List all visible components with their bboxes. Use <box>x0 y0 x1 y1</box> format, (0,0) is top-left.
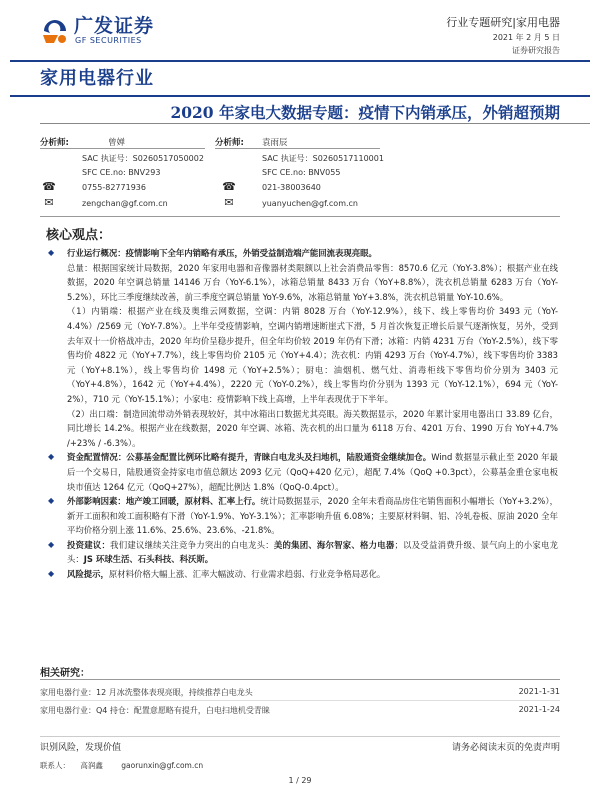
related-item-date: 2021-1-31 <box>518 687 560 696</box>
bullet-investment-advice: ◆ 投资建议：我们建议继续关注竞争力突出的白电龙头：美的集团、海尔智家、格力电器；以及受益消费升级、景气向上的小家电龙头：JS 环球生活、石头科技、科沃斯。 <box>48 539 559 565</box>
analyst-sac: SAC 执证号：S0260517110001 <box>262 154 384 163</box>
analyst-divider <box>215 148 380 149</box>
footer-divider <box>40 736 560 737</box>
contact-email[interactable]: gaorunxin@gf.com.cn <box>121 761 204 770</box>
core-views-body <box>40 246 558 582</box>
report-kind: 证券研究报告 <box>512 46 560 55</box>
logo-text-en: GF SECURITIES <box>75 36 142 45</box>
bullet-risk-warning: ◆ 风险提示，原材料价格大幅上涨、汇率大幅波动、行业需求趋弱、行业竞争格局恶化。 <box>48 569 386 580</box>
export-text: （2）出口端：制造回流带动外销表现较好，其中冰箱出口数据尤其亮眼。海关数据显示，2020 年累计家用电器出口 33.89 亿台，同比增长 14.2%。根据产业在线数据，2020 年空调、冰箱、洗衣机的出口量为 6118 万台、4201 万台、1990 万台 YoY+4.7% /+23% / -6.3%）。 <box>67 408 558 448</box>
bullet-fund-allocation: ◆ 资金配置情况：公募基金配置比例环比略有提升，青睐白电龙头及扫地机，陆股通资金继续加仓。Wind 数据显示截止至 2020 年最后一个交易日，陆股通资金持家电市值总额达 2093 亿元（QoQ+420 亿元），超配 7.4%（QoQ +0.3pct），公募基金重仓家电板块市值达 1264 亿元（QoQ+27%），超配比例达 1.8%（QoQ-0.4pct）。 <box>48 452 558 492</box>
email-icon: ✉ <box>224 196 234 209</box>
bullet-industry-overview: ◆ 行业运行概况：疫情影响下全年内销略有承压，外销受益制造端产能回流表现亮眼。 <box>48 248 377 258</box>
phone-icon: ☎ <box>42 180 56 193</box>
contact-label: 联系人： <box>40 761 70 770</box>
gf-logo-mark-icon <box>40 17 70 45</box>
related-divider <box>40 679 560 680</box>
related-item[interactable] <box>40 705 560 716</box>
contact-name: 高润鑫 <box>80 761 103 770</box>
overview-total-text: 总量：根据国家统计局数据，2020 年家用电器和音像器材类限额以上社会消费品零售：8570.6 亿元（YoY-3.8%）；根据产业在线数据，2020 年空调总销量 14146 万台（YoY-6.1%），冰箱总销量 8433 万台（YoY+8.8%），洗衣机总销量 6283 万台（YoY-5.2%），环比三季度继续改善，前三季度空调总销量 YoY-9.6%，冰箱总销量 YoY+3.8%，洗衣机总销量 YoY-10.6%。 <box>67 262 558 302</box>
analyst-label: 分析师: <box>40 138 69 148</box>
related-row-divider <box>40 700 560 701</box>
analyst-label: 分析师: <box>215 138 244 148</box>
related-item-title[interactable]: 家用电器行业：Q4 持仓：配置意愿略有提升，白电扫地机受青睐 <box>40 706 270 715</box>
contact-line <box>40 760 203 771</box>
footer-slogan: 识别风险，发现价值 <box>40 743 122 753</box>
email-icon: ✉ <box>44 196 54 209</box>
related-research-heading: 相关研究： <box>40 668 90 679</box>
report-date: 2021 年 2 月 5 日 <box>492 33 560 42</box>
analyst-email[interactable]: yuanyuchen@gf.com.cn <box>262 199 358 208</box>
analyst-bottom-divider <box>40 216 560 217</box>
overview-lead: 行业运行概况：疫情影响下全年内销略有承压，外销受益制造端产能回流表现亮眼。 <box>67 248 377 258</box>
logo-text-cn: 广发证券 <box>74 15 155 37</box>
analyst-name: 曾婵 <box>108 138 126 148</box>
footer-disclaimer: 请务必阅读末页的免责声明 <box>451 743 560 753</box>
analyst-divider <box>40 148 205 149</box>
gf-logo <box>40 16 154 45</box>
bullet-external-factors: ◆ 外部影响因素：地产竣工回暖，原材料、汇率上行。统计局数据显示，2020 全年未看商品房住宅销售面积小幅增长（YoY+3.2%），新开工面积和竣工面积略有下滑（YoY-1.9%、YoY-3.1%）；汇率影响升值 6.08%；主要原材料铜、铝、冷轧卷板、原油 2020 全年平均价格分别上涨 11.6%、25.6%、23.6%、-21.8%。 <box>48 496 558 536</box>
phone-icon: ☎ <box>222 180 236 193</box>
section-divider <box>10 95 590 97</box>
analyst-phone: 0755-82771936 <box>82 183 146 192</box>
title-divider <box>40 123 590 124</box>
report-type: 行业专题研究|家用电器 <box>446 16 560 29</box>
analyst-sfc: SFC CE.no: BNV055 <box>262 168 341 177</box>
industry-section-title: 家用电器行业 <box>40 68 154 89</box>
core-views-heading: 核心观点： <box>46 228 112 243</box>
related-item[interactable] <box>40 687 560 698</box>
header-divider <box>10 60 590 62</box>
related-item-title[interactable]: 家用电器行业：12 月冰洗整体表现亮眼，持续推荐白电龙头 <box>40 688 253 697</box>
domestic-sales-text: （1）内销端：根据产业在线及奥维云网数据，空调：内销 8028 万台（YoY-12.9%），线下、线上零售均价 3493 元（YoY-4.4%）/2569 元（YoY-7.8%）。上半年受疫情影响，空调内销增速断崖式下滑，5 月首次恢复正增长后景气逐渐恢复，另外，受到去年双十一价格战冲击，2020 年均价呈稳步提升，但全年均价较 2019 年仍有下滑；冰箱：内销 4231 万台（YoY-2.5%），线下零售均价 4822 元（YoY+7.7%），线上零售均价 2105 元（YoY+4.4）；洗衣机：内销 4293 万台（YoY-4.7%），线下零售均价 3383 元（YoY+8.1%），线上零售均价 1498 元（YoY+2.5%）；厨电：油烟机、燃气灶、消毒柜线下零售均价分别为 3403 元（YoY+4.8%），1642 元（YoY+4.4%），2220 元（YoY-0.2%），线上零售均价分别为 1393 元（YoY-12.1%），694 元（YoY-2%），710 元（YoY-15.1%）；小家电：疫情影响下线上高增，上半年表现优于下半年。 <box>67 306 558 404</box>
analyst-sfc: SFC CE.no: BNV293 <box>82 168 161 177</box>
analyst-email[interactable]: zengchan@gf.com.cn <box>82 199 168 208</box>
page-number: 1 / 29 <box>288 776 312 785</box>
related-item-date: 2021-1-24 <box>518 705 560 714</box>
analyst-phone: 021-38003640 <box>262 183 321 192</box>
report-title: 2020 年家电大数据专题：疫情下内销承压，外销超预期 <box>170 103 560 122</box>
analyst-sac: SAC 执证号：S0260517050002 <box>82 154 204 163</box>
analyst-name: 袁雨辰 <box>262 138 288 148</box>
